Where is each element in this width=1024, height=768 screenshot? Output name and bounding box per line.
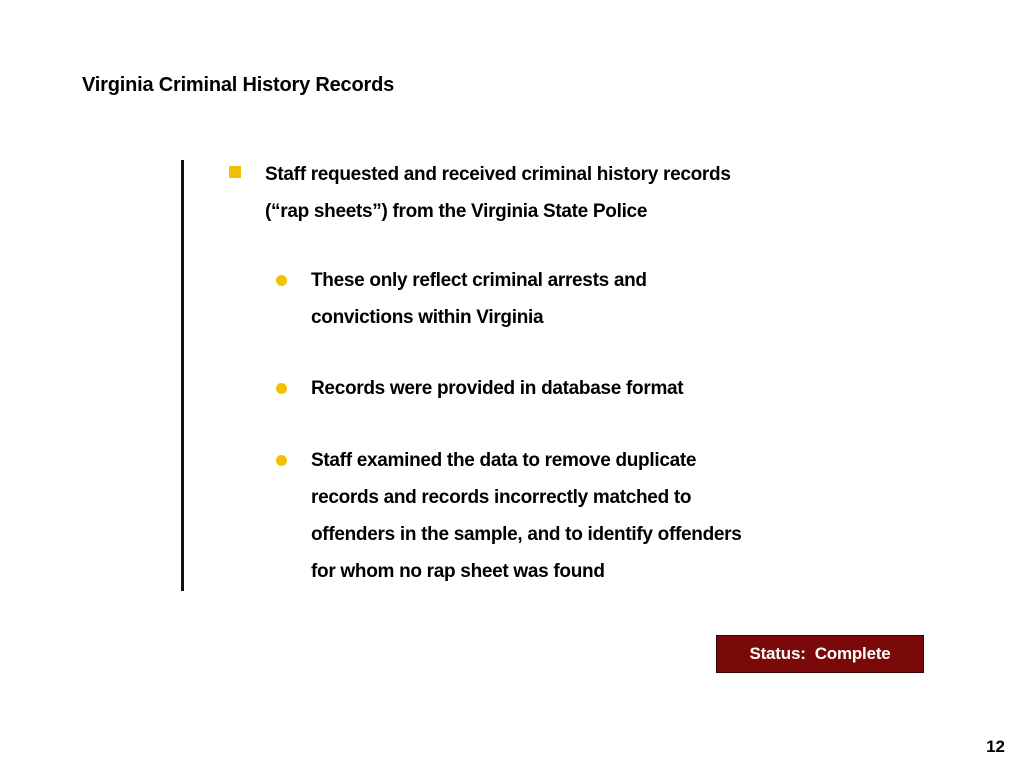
sub-bullet-line: Staff examined the data to remove duplicate (311, 450, 697, 471)
circle-bullet-icon (276, 275, 287, 286)
circle-bullet-icon (276, 383, 287, 394)
main-bullet-line: (“rap sheets”) from the Virginia State Police (265, 201, 648, 222)
sub-bullet-line: offenders in the sample, and to identify offenders (311, 524, 742, 545)
circle-bullet-icon (276, 455, 287, 466)
square-bullet-icon (229, 166, 241, 178)
page-number: 12 (986, 737, 1005, 756)
sub-bullet-line: Records were provided in database format (311, 378, 684, 399)
sub-bullet-line: convictions within Virginia (311, 307, 544, 328)
main-bullet-line: Staff requested and received criminal history records (265, 164, 731, 185)
status-badge (716, 635, 924, 673)
sub-bullet-line: records and records incorrectly matched to (311, 487, 692, 508)
main-bullet-text (265, 156, 825, 230)
sub-bullet-3 (311, 442, 831, 590)
sub-bullet-line: for whom no rap sheet was found (311, 561, 605, 582)
sub-bullet-2 (311, 370, 831, 407)
sub-bullet-line: These only reflect criminal arrests and (311, 270, 647, 291)
sub-bullet-1 (311, 262, 831, 336)
status-label: Status: Complete (749, 644, 891, 663)
slide-title: Virginia Criminal History Records (82, 74, 395, 96)
vertical-divider (181, 160, 184, 591)
